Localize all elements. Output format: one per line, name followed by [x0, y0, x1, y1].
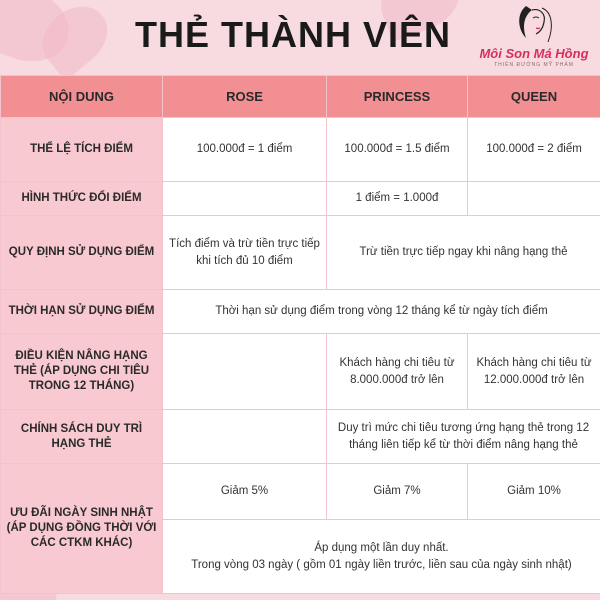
page-title: THẺ THÀNH VIÊN: [135, 14, 452, 55]
col-header-princess: PRINCESS: [327, 76, 468, 118]
row-label: ĐIỀU KIỆN NÂNG HẠNG THẺ (ÁP DỤNG CHI TIÊU TRONG 12 THÁNG): [1, 334, 163, 410]
cell-rose: [163, 334, 327, 410]
table-row: [1, 334, 600, 410]
row-label: ƯU ĐÃI NGÀY SINH NHẬT (ÁP DỤNG ĐỒNG THỜI VỚI CÁC CTKM KHÁC): [1, 464, 163, 594]
cell-queen: 100.000đ = 2 điểm: [468, 118, 600, 182]
table-row: [1, 464, 600, 520]
table-row: [1, 410, 600, 464]
brand-logo: [470, 4, 598, 72]
cell-princess: 100.000đ = 1.5 điểm: [327, 118, 468, 182]
table-row: [1, 290, 600, 334]
page-header: [0, 0, 600, 75]
cell-princess: Khách hàng chi tiêu từ 8.000.000đ trở lên: [327, 334, 468, 410]
logo-name: Môi Son Má Hồng: [479, 46, 589, 61]
row-label: CHÍNH SÁCH DUY TRÌ HẠNG THẺ: [1, 410, 163, 464]
birthday-note-line1: Áp dụng một lần duy nhất.: [314, 541, 449, 554]
cell-queen: [468, 182, 600, 216]
row-label: QUY ĐỊNH SỬ DỤNG ĐIỂM: [1, 216, 163, 290]
birthday-note-line2: Trong vòng 03 ngày ( gồm 01 ngày liền trước, liền sau của ngày sinh nhật): [191, 558, 572, 571]
cell-rose: [163, 410, 327, 464]
cell-princess: 1 điểm = 1.000đ: [327, 182, 468, 216]
birthday-note-cell: [163, 520, 600, 594]
logo-tagline: THIÊN ĐƯỜNG MỸ PHẨM: [494, 62, 574, 68]
membership-table: [0, 75, 600, 594]
cell-princess: Giảm 7%: [327, 464, 468, 520]
cell-rose: [163, 182, 327, 216]
cell-all-tiers: Thời hạn sử dụng điểm trong vòng 12 tháng kể từ ngày tích điểm: [163, 290, 600, 334]
row-label: THỂ LỆ TÍCH ĐIỂM: [1, 118, 163, 182]
table-header-row: [1, 76, 600, 118]
cell-rose: 100.000đ = 1 điểm: [163, 118, 327, 182]
cell-princess-queen: Trừ tiền trực tiếp ngay khi nâng hạng thẻ: [327, 216, 600, 290]
cell-rose: Tích điểm và trừ tiền trực tiếp khi tích đủ 10 điểm: [163, 216, 327, 290]
col-header-content: NỘI DUNG: [1, 76, 163, 118]
row-label: HÌNH THỨC ĐỔI ĐIỂM: [1, 182, 163, 216]
woman-face-icon: [512, 4, 556, 46]
table-row: [1, 118, 600, 182]
table-row: [1, 216, 600, 290]
col-header-queen: QUEEN: [468, 76, 600, 118]
cell-queen: Khách hàng chi tiêu từ 12.000.000đ trở lên: [468, 334, 600, 410]
table-row: [1, 182, 600, 216]
col-header-rose: ROSE: [163, 76, 327, 118]
row-label: THỜI HẠN SỬ DỤNG ĐIỂM: [1, 290, 163, 334]
cell-rose: Giảm 5%: [163, 464, 327, 520]
cell-princess-queen: Duy trì mức chi tiêu tương ứng hạng thẻ trong 12 tháng liên tiếp kể từ thời điểm nâng hạng thẻ: [327, 410, 600, 464]
cell-queen: Giảm 10%: [468, 464, 600, 520]
